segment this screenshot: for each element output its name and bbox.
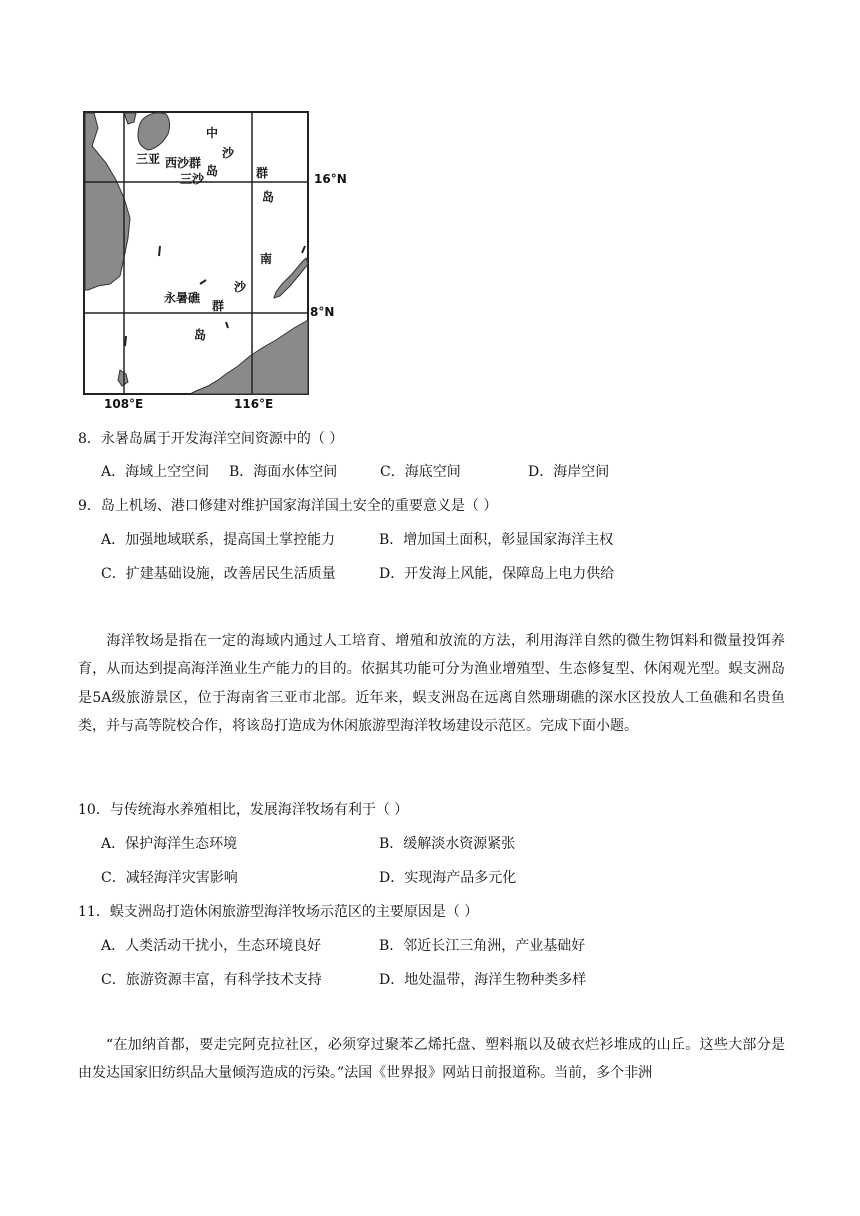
reef-mark (159, 246, 160, 256)
palawan-island (274, 258, 308, 298)
question-8-option-a: A．海域上空空间 (101, 464, 210, 480)
question-10-option-c: C．减轻海洋灾害影响 (101, 870, 238, 886)
question-9-option-a: A．加强地域联系，提高国土掌控能力 (101, 532, 336, 548)
question-9-stem: 9．岛上机场、港口修建对维护国家海洋国土安全的重要意义是（ ） (78, 498, 498, 514)
question-10-option-a: A．保护海洋生态环境 (101, 836, 238, 852)
hainan-island (138, 113, 170, 150)
question-11-stem: 11．蜈支洲岛打造休闲旅游型海洋牧场示范区的主要原因是（ ） (78, 904, 479, 920)
yongshu-reef-mark (200, 280, 206, 284)
question-9-option-d: D．开发海上风能，保障岛上电力供给 (379, 566, 615, 582)
question-8-option-c: C．海底空间 (380, 464, 461, 480)
map-label-zhong: 中 (206, 126, 219, 140)
map-label-yongshu-reef: 永暑礁 (164, 291, 201, 305)
map-label-sha: 沙 (222, 146, 235, 160)
map-label-dao: 岛 (194, 328, 207, 342)
reef-mark (125, 336, 126, 346)
latitude-8n-label: 8°N (310, 305, 335, 319)
map-label-dao: 岛 (262, 190, 275, 204)
latitude-16n-label: 16°N (314, 172, 347, 186)
question-11-option-a: A．人类活动干扰小，生态环境良好 (101, 938, 322, 954)
question-11-option-c: C．旅游资源丰富，有科学技术支持 (101, 972, 322, 988)
question-11-option-d: D．地处温带，海洋生物种类多样 (379, 972, 587, 988)
question-11-option-b: B．邻近长江三角洲，产业基础好 (379, 938, 586, 954)
map-label-qun: 群 (256, 166, 269, 180)
map-label-dao: 岛 (206, 164, 219, 178)
map-label-sha: 沙 (234, 280, 247, 294)
question-8-option-d: D．海岸空间 (528, 464, 610, 480)
passage-ocean-ranching-text: 海洋牧场是指在一定的海域内通过人工培育、增殖和放流的方法，利用海洋自然的微生物饵料和微量投饵养育，从而达到提高海洋渔业生产能力的目的。依据其功能可分为渔业增殖型、生态修复型、休闲观光型。蜈支洲岛是5A级旅游景区，位于海南省三亚市北部。近年来，蜈支洲岛在远离自然珊瑚礁的深水区投放人工鱼礁和名贵鱼类，并与高等院校合作，将该岛打造成为休闲旅游型海洋牧场建设示范区。完成下面小题。 (78, 633, 785, 735)
map-label-xisha: 西沙群 (165, 156, 202, 170)
question-9-option-b: B．增加国土面积，彰显国家海洋主权 (379, 532, 614, 548)
reef-mark (226, 322, 228, 328)
question-8-option-b: B．海面水体空间 (229, 464, 338, 480)
peninsula-tip (118, 370, 128, 386)
map-label-qun: 群 (212, 299, 225, 313)
map-label-nan: 南 (260, 252, 273, 266)
question-10-stem: 10．与传统海水养殖相比，发展海洋牧场有利于（ ） (78, 802, 409, 818)
longitude-116e-label: 116°E (234, 397, 274, 411)
map-graphic (80, 108, 410, 413)
borneo-landmass (190, 320, 308, 394)
question-10-option-d: D．实现海产品多元化 (379, 870, 517, 886)
passage-ghana-textile-waste-text: “在加纳首都，要走完阿克拉社区，必须穿过聚苯乙烯托盘、塑料瓶以及破衣烂衫堆成的山丘。这些大部分是由发达国家旧纺织品大量倾泻造成的污染。”法国《世界报》网站日前报道称。当前，多个非洲 (78, 1037, 785, 1082)
south-china-sea-map (80, 108, 410, 413)
question-8-stem: 8．永暑岛属于开发海洋空间资源中的（ ） (78, 431, 344, 447)
coast-landmass (124, 113, 136, 124)
reef-mark (302, 246, 305, 253)
map-label-sanya: 三亚 (136, 152, 161, 166)
longitude-108e-label: 108°E (104, 397, 144, 411)
question-10-option-b: B．缓解淡水资源紧张 (379, 836, 516, 852)
passage-ocean-ranching (78, 627, 785, 741)
passage-ghana-textile-waste (78, 1031, 785, 1088)
map-label-sansha: 三沙 (180, 172, 205, 186)
question-9-option-c: C．扩建基础设施，改善居民生活质量 (101, 566, 336, 582)
